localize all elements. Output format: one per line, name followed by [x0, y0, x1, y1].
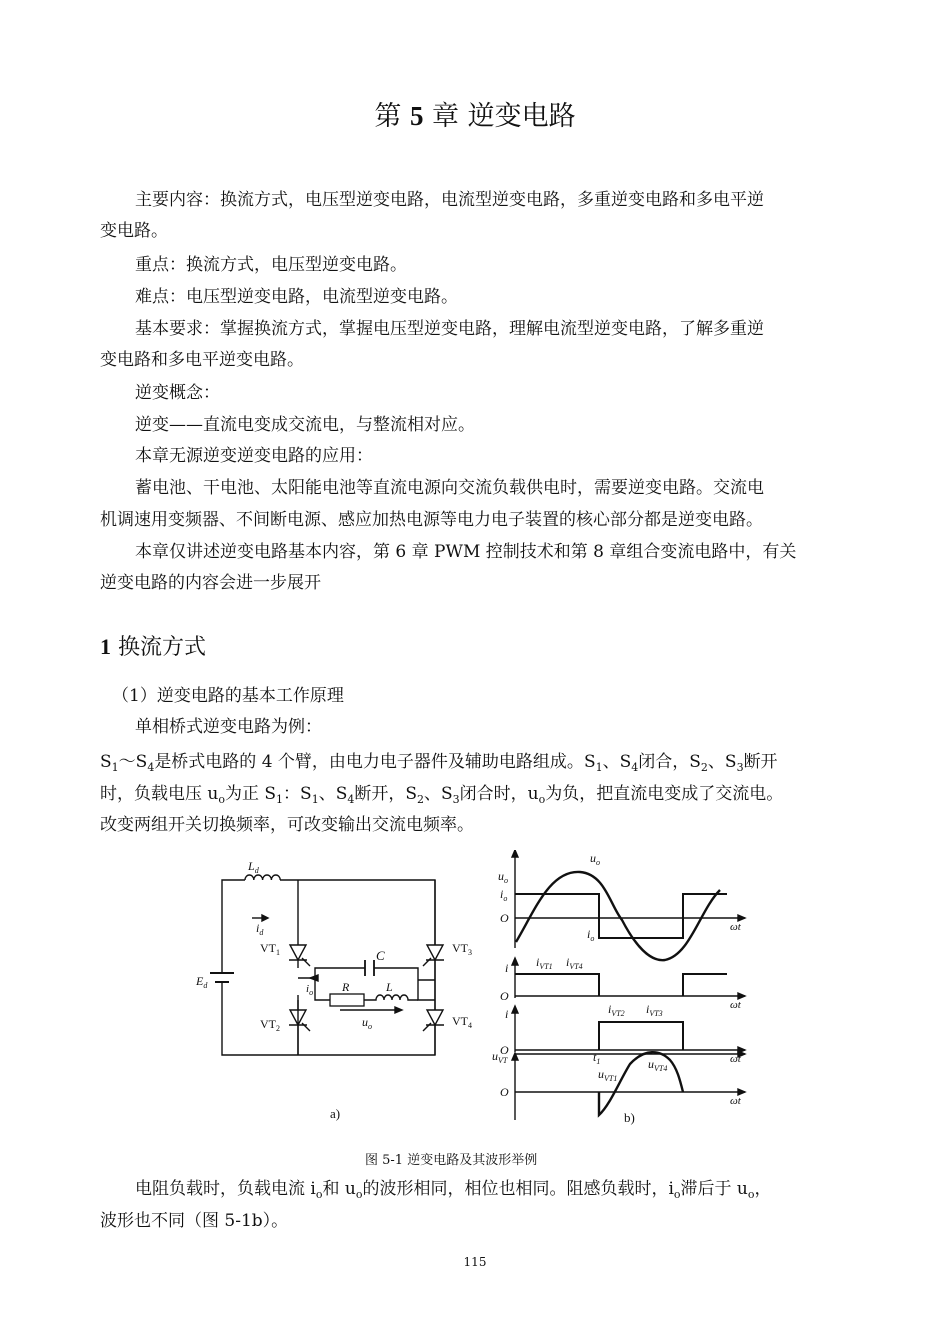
scope-line1: 本章仅讲述逆变电路基本内容，第 6 章 PWM 控制技术和第 8 章组合变流电路中，有关: [135, 542, 797, 562]
concept-heading: 逆变概念：: [135, 383, 220, 403]
requirements-line1: 基本要求：掌握换流方式，掌握电压型逆变电路，理解电流型逆变电路，了解多重逆: [135, 319, 764, 339]
figure-5-1: [190, 850, 760, 1140]
section-heading: 1 换流方式: [100, 634, 207, 660]
label-i-vt3: $i_{VT3}$: [646, 1002, 663, 1018]
scope-line2: 逆变电路的内容会进一步展开: [100, 573, 321, 593]
axis-label-u-vt: $u_{VT}$: [492, 1049, 508, 1065]
page-number: 115: [463, 1255, 487, 1269]
label-vt3: $VT_3$: [452, 941, 472, 957]
label-i-vt1: $i_{VT1}$: [536, 955, 553, 971]
switch-description-line2: 时，负载电压 $u_o$为正 $S_1$：$S_1$、$S_4$断开，$S_2$、$S_3$闭合时，$u_o$为负，把直流电变成了交流电。: [100, 784, 784, 806]
thyristor-vt3: [423, 945, 444, 966]
key-points: 重点：换流方式，电压型逆变电路。: [135, 255, 407, 275]
axis-label-i-1: i: [505, 961, 509, 975]
dc-source-ed: [210, 973, 234, 982]
waveform-diagrams: [512, 850, 745, 1120]
zero-label-2: O: [500, 989, 509, 1003]
wt-label-1: ωt: [730, 921, 741, 933]
i-vt2-axis: [515, 1008, 745, 1052]
label-l: L: [386, 980, 393, 994]
label-i-vt4: $i_{VT4}$: [566, 955, 583, 971]
subsection-heading: （1）逆变电路的基本工作原理: [112, 686, 344, 706]
applications-line1: 蓄电池、干电池、太阳能电池等直流电源向交流负载供电时，需要逆变电路。交流电: [135, 478, 764, 498]
applications-heading: 本章无源逆变逆变电路的应用：: [135, 446, 373, 466]
uo-sine-wave: [516, 872, 720, 960]
label-vt2: $VT_2$: [260, 1017, 280, 1033]
thyristor-vt2: [289, 1000, 310, 1055]
zero-label-3: O: [500, 1043, 509, 1057]
switch-description-line1: $S_1\sim S_4$是桥式电路的 4 个臂，由电力电子器件及辅助电路组成。$S_1$、$S_4$闭合，$S_2$、$S_3$断开: [100, 752, 778, 774]
label-ed: $E_d$: [196, 974, 208, 990]
applications-line2: 机调速用变频器、不间断电源、感应加热电源等电力电子装置的核心部分都是逆变电路。: [100, 510, 763, 530]
label-io: $i_o$: [306, 983, 314, 997]
wave-label-uo: $u_o$: [590, 851, 600, 867]
inductor-l: [364, 995, 418, 1000]
label-vt4: $VT_4$: [452, 1014, 472, 1030]
label-uo: $u_o$: [362, 1015, 372, 1031]
wave-label-io: $i_o$: [587, 927, 595, 943]
axis-label-io: $i_o$: [500, 887, 508, 903]
chapter-title: 第 5 章 逆变电路: [374, 101, 576, 132]
wt-label-2: ωt: [730, 999, 741, 1011]
panel-a-label: a): [330, 1106, 341, 1121]
load-description-line2: 波形也不同（图 5-1b）。: [100, 1211, 289, 1231]
label-u-vt4: $u_{VT4}$: [648, 1057, 668, 1073]
label-vt1: $VT_1$: [260, 941, 280, 957]
inductor-ld: [245, 875, 280, 880]
wt-label-4: ωt: [730, 1095, 741, 1107]
main-content-line1: 主要内容：换流方式，电压型逆变电路，电流型逆变电路，多重逆变电路和多电平逆: [135, 190, 764, 210]
label-u-vt1: $u_{VT1}$: [598, 1067, 618, 1083]
label-c: C: [376, 948, 385, 963]
difficulties: 难点：电压型逆变电路，电流型逆变电路。: [135, 287, 458, 307]
i-vt1-vt4-wave: [515, 974, 727, 996]
u-vt1-vt4-wave: [599, 1052, 683, 1115]
main-content-line2: 变电路。: [100, 221, 168, 241]
label-ld: $L_d$: [248, 859, 259, 875]
zero-label-4: O: [500, 1085, 509, 1099]
i-vt2-vt3-wave: [599, 1022, 683, 1050]
panel-b-label: b): [624, 1110, 635, 1125]
figure-caption: 图 5-1 逆变电路及其波形举例: [365, 1153, 538, 1168]
label-t1: $t_1$: [593, 1050, 601, 1066]
requirements-line2: 变电路和多电平逆变电路。: [100, 350, 304, 370]
capacitor-c: [365, 960, 374, 976]
load-description-line1: 电阻负载时，负载电流 $i_o$和 $u_o$的波形相同，相位也相同。阻感负载时，$i_o$滞后于 $u_o$，: [135, 1179, 772, 1201]
thyristor-vt4: [423, 1010, 444, 1031]
inverter-circuit-diagram: [210, 875, 444, 1055]
resistor-r: [330, 994, 364, 1006]
concept-definition: 逆变——直流电变成交流电，与整流相对应。: [135, 415, 475, 435]
axis-label-uo: $u_o$: [498, 869, 508, 885]
example-intro: 单相桥式逆变电路为例：: [135, 717, 322, 737]
label-i-vt2: $i_{VT2}$: [608, 1002, 625, 1018]
wt-label-3: ωt: [730, 1053, 741, 1065]
label-id: $i_d$: [256, 921, 264, 937]
axis-label-i-2: i: [505, 1007, 509, 1021]
thyristor-vt1: [289, 945, 310, 968]
switch-description-line3: 改变两组开关切换频率，可改变输出交流电频率。: [100, 815, 474, 835]
zero-label-1: O: [500, 911, 509, 925]
label-r: R: [342, 980, 350, 994]
